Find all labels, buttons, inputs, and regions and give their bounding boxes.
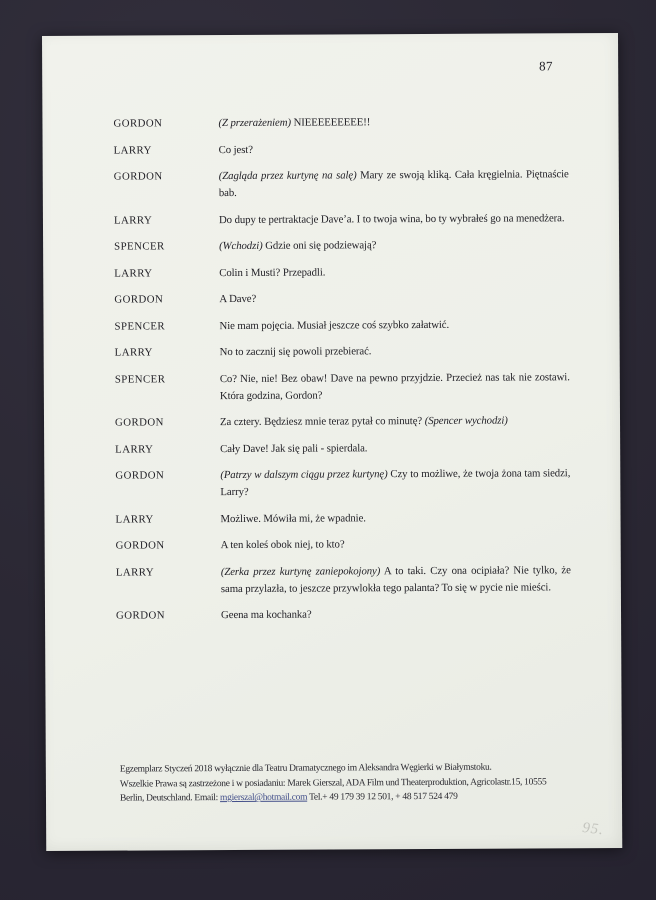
email-link[interactable]: mgierszal@hotmail.com — [220, 792, 308, 804]
speaker-name: LARRY — [113, 213, 153, 227]
cue — [114, 289, 569, 308]
speaker-name: SPENCER — [114, 372, 166, 386]
dialogue-text: A Dave? — [219, 292, 257, 306]
dialogue-text: Co jest? — [218, 143, 253, 156]
speaker-name: GORDON — [114, 416, 164, 429]
footer — [120, 760, 600, 806]
stage-direction: (Patrzy w dalszym ciągu przez kurtynę) — [220, 468, 388, 482]
cue — [114, 210, 569, 229]
dialogue-text: (Zerka przez kurtynę zaniepokojony) A to taki. Czy ona ocipiała? Nie tylko, że sama przylazła, to jeszcze przywlokła tego palanta? To się w pycie nie mieści. — [220, 563, 571, 595]
speaker-name: LARRY — [114, 346, 153, 359]
footer-line-2: Wszelkie Prawa są zastrzeżone i w posiadaniu: Marek Gierszal, ADA Film und Theaterproduktion, Agricolastr.15, 10555 — [119, 776, 547, 790]
speaker-name: GORDON — [116, 609, 165, 622]
footer-line-3 — [120, 789, 600, 806]
dialogue-text: Colin i Musti? Przepadli. — [219, 266, 326, 279]
dialogue-text: Możliwe. Mówiła mi, że wpadnie. — [220, 511, 366, 525]
stage-direction: (Spencer wychodzi) — [424, 414, 508, 428]
stage-direction: (Wchodzi) — [219, 239, 263, 253]
cue — [115, 369, 570, 405]
dialogue-text: (Z przerażeniem) NIEEEEEEEEE!! — [218, 116, 371, 130]
cue — [115, 465, 570, 501]
cue — [116, 562, 571, 598]
cue — [115, 439, 570, 458]
cue — [115, 509, 570, 528]
speaker-name: GORDON — [113, 170, 163, 183]
dialogue-list — [113, 113, 571, 634]
speaker-name: GORDON — [113, 117, 163, 130]
speaker-name: LARRY — [113, 143, 152, 157]
speaker-name: SPENCER — [114, 240, 165, 253]
speaker-name: GORDON — [114, 293, 164, 306]
footer-line-3-suffix: Tel.+ 49 179 39 12 501, + 48 517 524 479 — [307, 792, 458, 803]
cue — [114, 166, 569, 202]
dialogue-text: No to zacznij się powoli przebierać. — [219, 345, 372, 359]
stage-direction: (Zagląda przez kurtynę na salę) — [218, 169, 357, 183]
dialogue-text: Nie mam pojęcia. Musiał jeszcze coś szybko załatwić. — [219, 318, 450, 332]
speaker-name: LARRY — [115, 512, 154, 526]
cue — [116, 605, 571, 624]
cue — [114, 140, 569, 159]
dialogue-text: Geena ma kochanka? — [221, 608, 312, 622]
dialogue-text: (Patrzy w dalszym ciągu przez kurtynę) Czy to możliwe, że twoja żona tam siedzi, Larry? — [220, 467, 571, 499]
dialogue-text: A ten koleś obok niej, to kto? — [220, 538, 345, 552]
speaker-name: GORDON — [115, 469, 165, 482]
speaker-name: GORDON — [115, 539, 165, 552]
footer-line-3-prefix: Berlin, Deutschland. Email: — [119, 793, 221, 804]
handwritten-page-note: 95. — [581, 819, 605, 839]
speaker-name: LARRY — [115, 442, 154, 456]
cue — [113, 113, 568, 132]
dialogue-text: Za cztery. Będziesz mnie teraz pytał co minutę? (Spencer wychodzi) — [219, 414, 508, 429]
dialogue-text: (Zagląda przez kurtynę na salę) Mary ze swoją kliką. Cała kręgielnia. Piętnaście bab. — [218, 168, 569, 200]
speaker-name: LARRY — [115, 565, 155, 579]
dialogue-text: Co? Nie, nie! Bez obaw! Dave na pewno przyjdzie. Przecież nas tak nie zostawi. Która godzina, Gordon? — [219, 370, 570, 402]
cue — [115, 412, 570, 431]
cue — [114, 316, 569, 335]
cue — [116, 535, 571, 554]
cue — [115, 342, 570, 361]
dialogue-text: (Wchodzi) Gdzie oni się podziewają? — [219, 239, 377, 253]
footer-line-1: Egzemplarz Styczeń 2018 wyłącznie dla Teatru Dramatycznego im Aleksandra Węgierki w Białymstoku. — [119, 762, 492, 775]
stage-direction: (Z przerażeniem) — [218, 116, 291, 130]
speaker-name: SPENCER — [114, 319, 166, 333]
stage-direction: (Zerka przez kurtynę zaniepokojony) — [220, 564, 381, 578]
cue — [114, 263, 569, 282]
script-page — [42, 33, 622, 851]
page-number: 87 — [539, 58, 553, 74]
speaker-name: LARRY — [114, 266, 153, 280]
cue — [114, 236, 569, 255]
dialogue-text: Cały Dave! Jak się pali - spierdala. — [220, 441, 368, 455]
dialogue-text: Do dupy te pertraktacje Dave’a. I to twoja wina, bo ty wybrałeś go na menedżera. — [218, 211, 565, 226]
